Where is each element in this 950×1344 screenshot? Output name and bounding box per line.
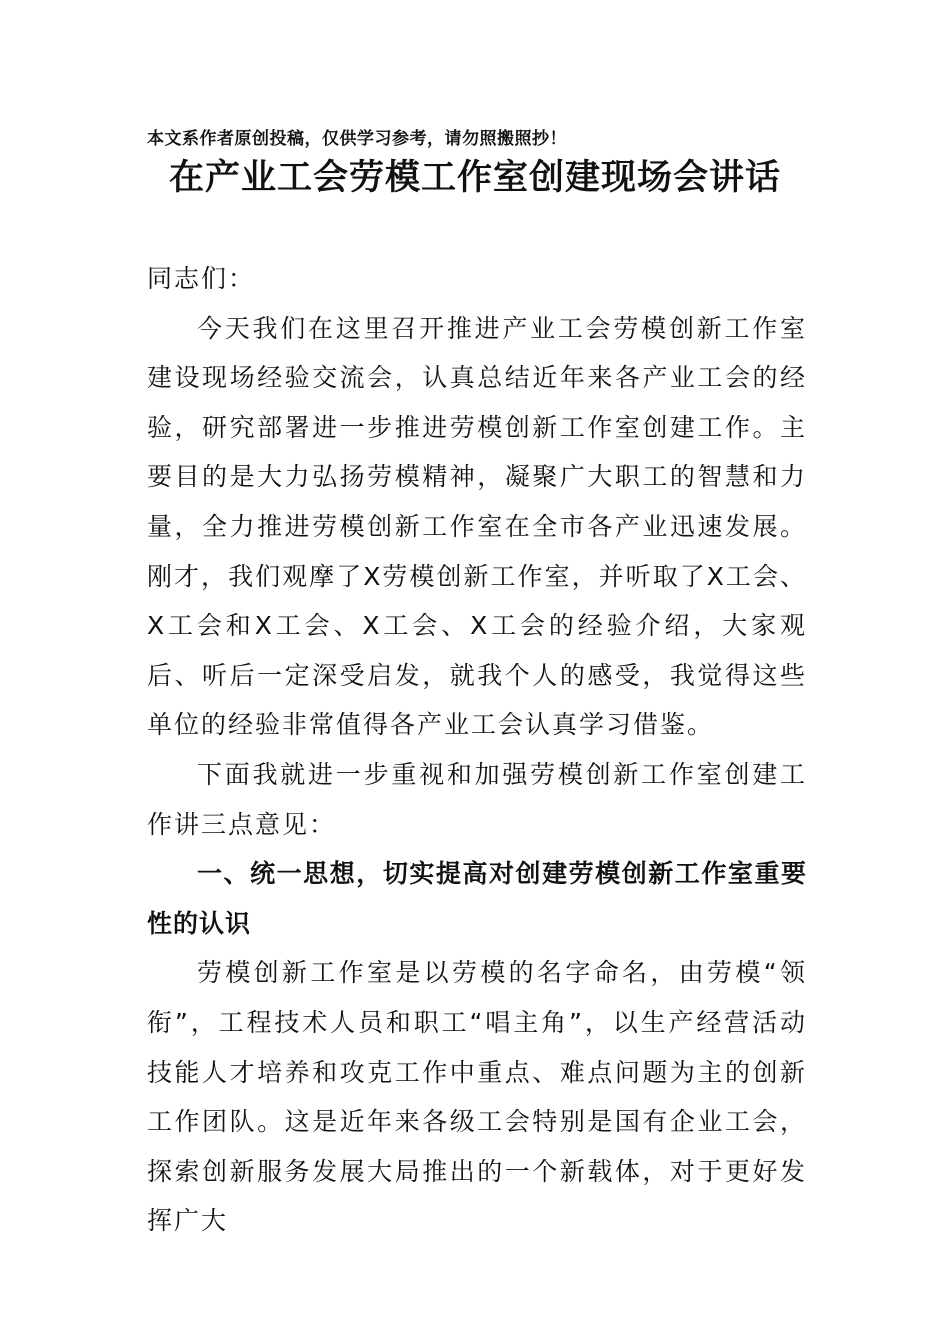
section-heading: 一、统一思想，切实提高对创建劳模创新工作室重要性的认识 <box>147 859 807 938</box>
salutation: 同志们： <box>147 264 256 293</box>
body-paragraph: 下面我就进一步重视和加强劳模创新工作室创建工作讲三点意见： <box>147 759 807 839</box>
body-paragraph: 劳模创新工作室是以劳模的名字命名，由劳模“领衔”，工程技术人员和职工“唱主角”，以生产经营活动技能人才培养和攻克工作中重点、难点问题为主的创新工作团队。这是近年来各级工会特别是国有企业工会，探索创新服务发展大局推出的一个新载体，对于更好发挥广大 <box>147 958 807 1236</box>
copyright-notice: 本文系作者原创投稿，仅供学习参考，请勿照搬照抄！ <box>147 129 567 149</box>
document-title: 在产业工会劳模工作室创建现场会讲话 <box>168 157 781 198</box>
document-body <box>147 254 807 1246</box>
body-paragraph: 今天我们在这里召开推进产业工会劳模创新工作室建设现场经验交流会，认真总结近年来各产业工会的经验，研究部署进一步推进劳模创新工作室创建工作。主要目的是大力弘扬劳模精神，凝聚广大职工的智慧和力量，全力推进劳模创新工作室在全市各产业迅速发展。刚才，我们观摩了X劳模创新工作室，并听取了X工会、X工会和X工会、X工会、X工会的经验介绍，大家观后、听后一定深受启发，就我个人的感受，我觉得这些单位的经验非常值得各产业工会认真学习借鉴。 <box>147 313 807 740</box>
